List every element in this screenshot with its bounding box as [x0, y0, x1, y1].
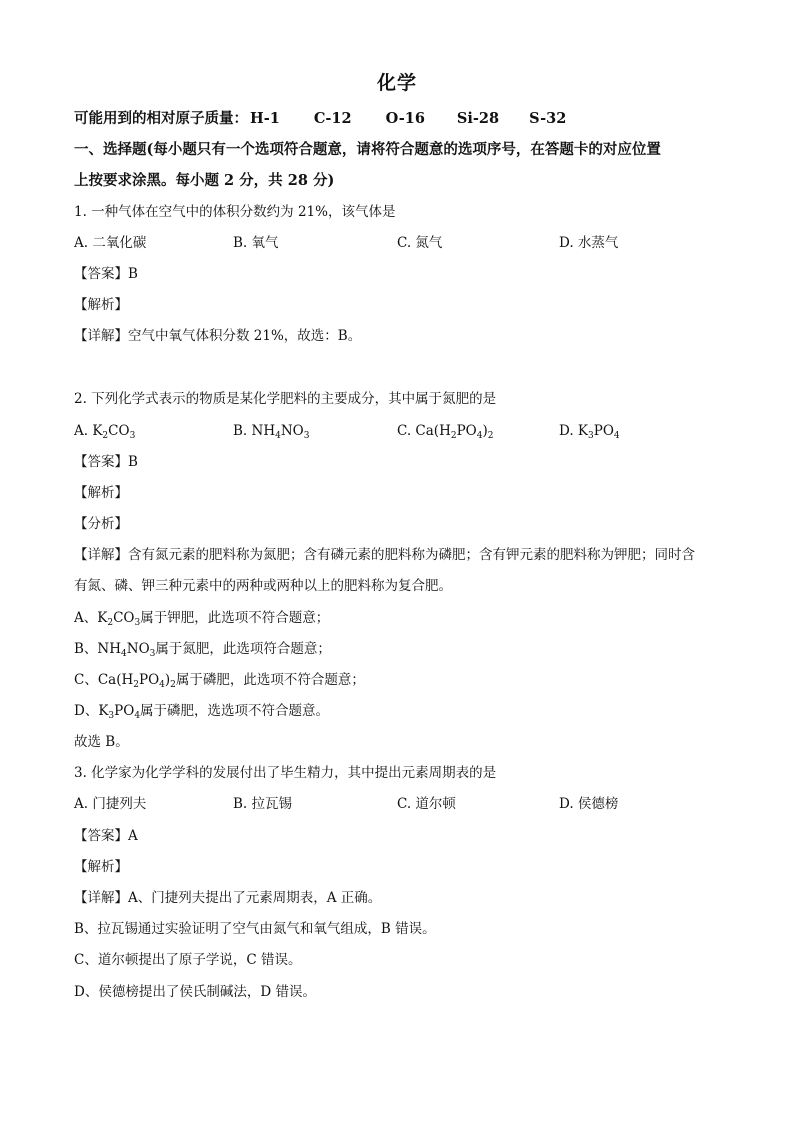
q3-option-d: D. 侯德榜: [559, 796, 619, 812]
atomic-mass-o: O-16: [385, 110, 425, 127]
q1-detail: 【详解】空气中氧气体积分数 21%，故选：B。: [74, 328, 362, 344]
q1-options: [74, 233, 734, 253]
q3-option-a: A. 门捷列夫: [74, 796, 147, 812]
q2-detail-line1: 【详解】含有氮元素的肥料称为氮肥；含有磷元素的肥料称为磷肥；含有钾元素的肥料称为钾肥；同时含: [74, 547, 695, 563]
q2-explain-c: C、$Ca(H_2PO_4)_2$属于磷肥，此选项不符合题意；: [74, 672, 365, 690]
q1-option-a: A. 二氧化碳: [74, 235, 147, 251]
q1-option-c: C. 氮气: [397, 235, 443, 251]
atomic-mass-line: [74, 109, 566, 129]
q2-fenxi: 【分析】: [74, 516, 128, 532]
q2-option-b: B. $NH_4NO_3$: [233, 423, 310, 441]
q3-stem: 3. 化学家为化学学科的发展付出了毕生精力，其中提出元素周期表的是: [74, 765, 497, 781]
q1-stem: 1. 一种气体在空气中的体积分数约为 21%，该气体是: [74, 204, 396, 220]
q1-option-d: D. 水蒸气: [559, 235, 619, 251]
q2-option-d: D. $K_3PO_4$: [559, 423, 620, 441]
q2-answer: 【答案】B: [74, 454, 138, 470]
q2-detail-line2: 有氮、磷、钾三种元素中的两种或两种以上的肥料称为复合肥。: [74, 578, 452, 594]
q3-option-c: C. 道尔顿: [397, 796, 456, 812]
q2-option-c: C. $Ca(H_2PO_4)_2$: [397, 423, 494, 441]
q3-detail-line4: D、侯德榜提出了侯氏制碱法，D 错误。: [74, 984, 316, 1000]
atomic-mass-s: S-32: [529, 110, 567, 127]
q1-answer: 【答案】B: [74, 266, 138, 282]
atomic-mass-h: H-1: [250, 110, 280, 127]
q3-detail-line2: B、拉瓦锡通过实验证明了空气由氮气和氧气组成，B 错误。: [74, 921, 436, 937]
q2-stem: 2. 下列化学式表示的物质是某化学肥料的主要成分，其中属于氮肥的是: [74, 391, 497, 407]
q2-option-a: A. $K_2CO_3$: [74, 423, 136, 441]
atomic-mass-label: 可能用到的相对原子质量：: [74, 110, 248, 127]
q3-analysis: 【解析】: [74, 859, 128, 875]
q2-explain-b: B、$NH_4NO_3$属于氮肥，此选项符合题意；: [74, 641, 331, 659]
q1-analysis: 【解析】: [74, 297, 128, 313]
section-heading-line2: 上按要求涂黑。每小题 2 分，共 28 分): [74, 172, 335, 189]
q3-detail-line1: 【详解】A、门捷列夫提出了元素周期表，A 正确。: [74, 890, 382, 906]
q3-detail-line3: C、道尔顿提出了原子学说，C 错误。: [74, 952, 302, 968]
q3-answer: 【答案】A: [74, 828, 138, 844]
section-heading-line1: 一、选择题(每小题只有一个选项符合题意，请将符合题意的选项序号，在答题卡的对应位置: [74, 141, 661, 158]
q1-option-b: B. 氧气: [233, 235, 279, 251]
q3-options: [74, 794, 734, 814]
q3-option-b: B. 拉瓦锡: [233, 796, 293, 812]
page-title: 化学: [376, 72, 417, 94]
q2-analysis: 【解析】: [74, 485, 128, 501]
atomic-mass-si: Si-28: [456, 110, 500, 127]
q2-explain-d: D、$K_3PO_4$属于磷肥，选选项不符合题意。: [74, 703, 330, 721]
q2-explain-a: A、$K_2CO_3$属于钾肥，此选项不符合题意；: [74, 610, 330, 628]
q2-options: [74, 421, 734, 441]
atomic-mass-c: C-12: [313, 110, 352, 127]
q2-conclusion: 故选 B。: [74, 734, 129, 750]
